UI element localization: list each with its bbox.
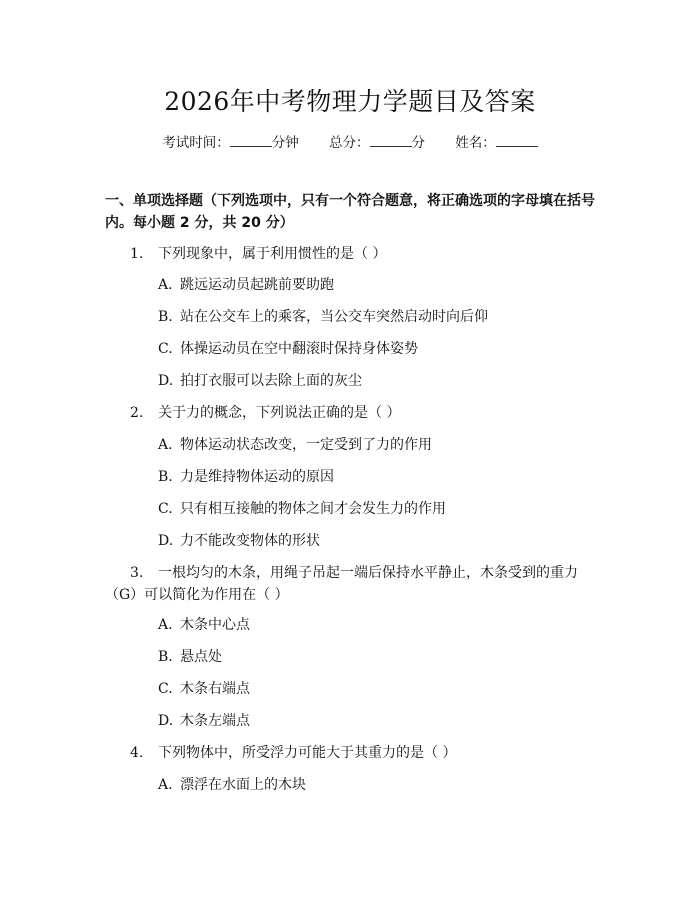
- option-3d: [158, 710, 250, 732]
- option-letter: D.: [158, 533, 174, 549]
- student-name-label: 姓名：: [455, 135, 496, 151]
- option-1b: [158, 306, 488, 328]
- total-score-unit: 分: [411, 135, 425, 151]
- total-score-blank: [370, 134, 412, 147]
- option-letter: C.: [158, 681, 173, 697]
- question-number: 4.: [130, 745, 144, 761]
- option-1c: [158, 338, 418, 360]
- question-number: 2.: [130, 405, 144, 421]
- option-text: 木条右端点: [180, 681, 250, 697]
- option-letter: A.: [158, 617, 173, 633]
- page-title: 2026年中考物理力学题目及答案: [164, 87, 536, 116]
- option-2a: [158, 434, 432, 456]
- option-letter: B.: [158, 309, 173, 325]
- question-4: [130, 742, 456, 764]
- option-text: 物体运动状态改变，一定受到了力的作用: [180, 437, 432, 453]
- question-3: [105, 562, 595, 606]
- option-letter: C.: [158, 501, 173, 517]
- option-4a: [158, 774, 306, 796]
- exam-time-unit: 分钟: [271, 135, 299, 151]
- option-letter: B.: [158, 649, 173, 665]
- exam-time-field: [162, 135, 303, 151]
- option-1d: [158, 370, 362, 392]
- question-text: 下列现象中，属于利用惯性的是（ ）: [158, 246, 387, 262]
- option-letter: A.: [158, 437, 173, 453]
- option-letter: C.: [158, 341, 173, 357]
- option-text: 木条中心点: [180, 617, 250, 633]
- option-text: 拍打衣服可以去除上面的灰尘: [180, 373, 362, 389]
- option-text: 木条左端点: [180, 713, 250, 729]
- option-2b: [158, 466, 334, 488]
- option-letter: B.: [158, 469, 173, 485]
- question-text: 下列物体中，所受浮力可能大于其重力的是（ ）: [158, 745, 457, 761]
- student-name-field: [455, 135, 538, 151]
- question-text: 关于力的概念，下列说法正确的是（ ）: [158, 405, 401, 421]
- total-score-label: 总分：: [329, 135, 370, 151]
- option-letter: D.: [158, 713, 174, 729]
- option-text: 跳远运动员起跳前要助跑: [180, 277, 334, 293]
- option-letter: A.: [158, 777, 173, 793]
- question-number: 1.: [130, 246, 144, 262]
- option-3a: [158, 614, 250, 636]
- question-1: [130, 243, 386, 265]
- exam-meta-line: [0, 131, 700, 151]
- option-text: 力是维持物体运动的原因: [180, 469, 334, 485]
- option-text: 体操运动员在空中翻滚时保持身体姿势: [180, 341, 418, 357]
- option-3b: [158, 646, 222, 668]
- option-text: 漂浮在水面上的木块: [180, 777, 306, 793]
- section-heading: 一、单项选择题（下列选项中，只有一个符合题意，将正确选项的字母填在括号内。每小题 2 分，共 20 分）: [105, 193, 595, 231]
- option-3c: [158, 678, 250, 700]
- option-text: 只有相互接触的物体之间才会发生力的作用: [180, 501, 446, 517]
- exam-time-blank: [230, 134, 272, 147]
- total-score-field: [329, 135, 429, 151]
- option-2c: [158, 498, 446, 520]
- question-text: 一根均匀的木条，用绳子吊起一端后保持水平静止，木条受到的重力（G）可以简化为作用在（ ）: [105, 565, 578, 603]
- option-1a: [158, 274, 334, 296]
- student-name-blank: [496, 134, 538, 147]
- exam-time-label: 考试时间：: [162, 135, 230, 151]
- option-text: 站在公交车上的乘客，当公交车突然启动时向后仰: [180, 309, 488, 325]
- option-text: 悬点处: [180, 649, 222, 665]
- option-text: 力不能改变物体的形状: [180, 533, 320, 549]
- option-2d: [158, 530, 320, 552]
- option-letter: A.: [158, 277, 173, 293]
- question-2: [130, 402, 400, 424]
- question-number: 3.: [130, 565, 144, 581]
- option-letter: D.: [158, 373, 174, 389]
